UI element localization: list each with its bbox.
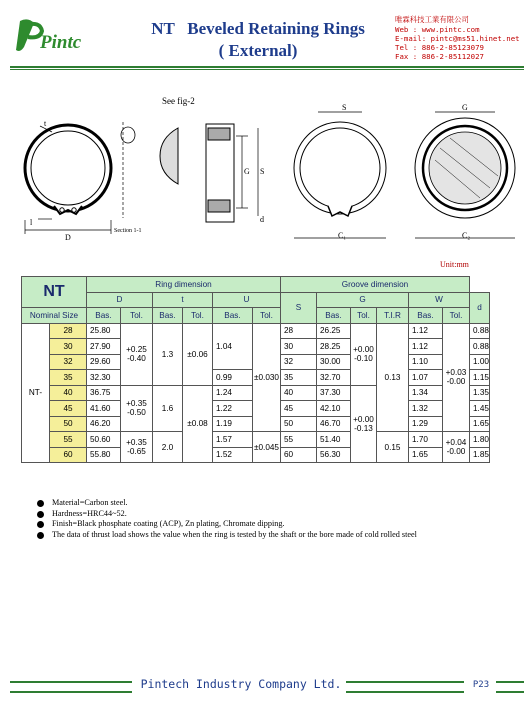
d-cell: 1.65 bbox=[470, 416, 490, 432]
size-cell: 55 bbox=[50, 432, 87, 448]
spec-table bbox=[21, 276, 490, 463]
u-bas: 1.22 bbox=[213, 401, 253, 417]
t-bas-group: 2.0 bbox=[153, 432, 183, 463]
col-D: D bbox=[87, 292, 153, 308]
footer-rule bbox=[346, 681, 464, 693]
u-bas: 1.57 bbox=[213, 432, 253, 448]
label-l: l bbox=[30, 218, 33, 227]
sub-header: Tol. bbox=[121, 308, 153, 324]
sub-header: Bas. bbox=[317, 308, 351, 324]
company-fax: Fax : 886-2-85112027 bbox=[395, 52, 484, 61]
w-bas: 1.10 bbox=[409, 354, 443, 370]
d-bas: 41.60 bbox=[87, 401, 121, 417]
s-cell: 55 bbox=[281, 432, 317, 448]
sub-header: Tol. bbox=[351, 308, 377, 324]
d-bas: 50.60 bbox=[87, 432, 121, 448]
company-tel: Tel : 886-2-85123079 bbox=[395, 43, 484, 52]
size-cell: 28 bbox=[50, 323, 87, 339]
d-bas: 25.80 bbox=[87, 323, 121, 339]
sub-header: Bas. bbox=[213, 308, 253, 324]
size-cell: 60 bbox=[50, 447, 87, 463]
label-D: D bbox=[65, 233, 71, 242]
col-S: S bbox=[281, 292, 317, 323]
d-cell: 0.88 bbox=[470, 339, 490, 355]
section-view bbox=[121, 122, 258, 222]
s-cell: 60 bbox=[281, 447, 317, 463]
label-G: G bbox=[244, 167, 250, 176]
u-bas-group: 1.04 bbox=[213, 323, 253, 370]
note-item bbox=[37, 498, 417, 509]
w-bas: 1.07 bbox=[409, 370, 443, 386]
d-bas: 46.20 bbox=[87, 416, 121, 432]
t-bas-group: 1.3 bbox=[153, 323, 183, 385]
col-U: U bbox=[213, 292, 281, 308]
groove-dimension-header: Groove dimension bbox=[281, 277, 470, 293]
g-bas: 42.10 bbox=[317, 401, 351, 417]
page-title: NT Beveled Retaining Rings bbox=[151, 19, 365, 38]
g-bas: 32.70 bbox=[317, 370, 351, 386]
col-d: d bbox=[470, 292, 490, 323]
bullet-icon bbox=[37, 511, 44, 518]
t-tol-group: ±0.06 bbox=[183, 323, 213, 385]
w-bas: 1.32 bbox=[409, 401, 443, 417]
note-text: Material=Carbon steel. bbox=[52, 498, 128, 507]
g-bas: 56.30 bbox=[317, 447, 351, 463]
note-text: Finish=Black phosphate coating (ACP), Zn plating, Chromate dipping. bbox=[52, 519, 285, 529]
u-tol-group: ±0.045 bbox=[253, 432, 281, 463]
s-cell: 45 bbox=[281, 401, 317, 417]
d-cell: 1.80 bbox=[470, 432, 490, 448]
w-tol-group: +0.03 -0.00 bbox=[443, 323, 470, 432]
size-cell: 30 bbox=[50, 339, 87, 355]
sub-header: Tol. bbox=[183, 308, 213, 324]
note-text: Hardness=HRC44~52. bbox=[52, 508, 127, 518]
tir-group: 0.13 bbox=[377, 323, 409, 432]
col-W: W bbox=[409, 292, 470, 308]
ring-shaft-view bbox=[294, 112, 386, 238]
ring-groove-view bbox=[415, 112, 515, 238]
nominal-size-header: Nominal Size bbox=[22, 308, 87, 324]
d-bas: 27.90 bbox=[87, 339, 121, 355]
g-bas: 51.40 bbox=[317, 432, 351, 448]
bullet-icon bbox=[37, 500, 44, 507]
g-bas: 28.25 bbox=[317, 339, 351, 355]
table-row bbox=[22, 323, 490, 339]
g-bas: 37.30 bbox=[317, 385, 351, 401]
label-section: Section 1-1 bbox=[114, 228, 142, 234]
d-tol-group: +0.35 -0.65 bbox=[121, 432, 153, 463]
u-bas: 1.52 bbox=[213, 447, 253, 463]
s-cell: 28 bbox=[281, 323, 317, 339]
label-G2: G bbox=[462, 103, 468, 112]
footer-rule bbox=[496, 681, 524, 693]
label-C2: C₂ bbox=[462, 231, 471, 240]
label-S2: S bbox=[342, 103, 347, 112]
footer-company: Pintech Industry Company Ltd. bbox=[140, 677, 342, 691]
page-subtitle: ( External) bbox=[218, 41, 298, 60]
label-C1: C₁ bbox=[338, 231, 347, 240]
notes-list bbox=[37, 498, 417, 541]
d-cell: 1.15 bbox=[470, 370, 490, 386]
d-tol-group: +0.25 -0.40 bbox=[121, 323, 153, 385]
g-bas: 30.00 bbox=[317, 354, 351, 370]
s-cell: 30 bbox=[281, 339, 317, 355]
d-bas: 55.80 bbox=[87, 447, 121, 463]
bullet-icon bbox=[37, 521, 44, 528]
brand-cell: NT bbox=[22, 277, 87, 308]
d-tol-group: +0.35 -0.50 bbox=[121, 385, 153, 432]
col-G: G bbox=[317, 292, 409, 308]
size-cell: 45 bbox=[50, 401, 87, 417]
size-cell: 40 bbox=[50, 385, 87, 401]
s-cell: 50 bbox=[281, 416, 317, 432]
bullet-icon bbox=[37, 532, 44, 539]
unit-label: Unit:mm bbox=[440, 260, 469, 269]
footer-rule bbox=[10, 681, 132, 693]
company-name-cn: 唯霖科技工業有限公司 bbox=[395, 15, 469, 24]
d-cell: 1.00 bbox=[470, 354, 490, 370]
s-cell: 35 bbox=[281, 370, 317, 386]
label-S: S bbox=[260, 167, 265, 176]
g-tol-group: +0.00 -0.10 bbox=[351, 323, 377, 385]
w-bas: 1.29 bbox=[409, 416, 443, 432]
d-cell: 1.35 bbox=[470, 385, 490, 401]
d-cell: 1.85 bbox=[470, 447, 490, 463]
sub-header: Bas. bbox=[87, 308, 121, 324]
sub-header: T.I.R bbox=[377, 308, 409, 324]
ring-dimension-header: Ring dimension bbox=[87, 277, 281, 293]
size-cell: 35 bbox=[50, 370, 87, 386]
g-bas: 26.25 bbox=[317, 323, 351, 339]
header-divider bbox=[10, 66, 524, 70]
w-bas: 1.12 bbox=[409, 339, 443, 355]
logo-text: Pintc bbox=[40, 32, 82, 53]
label-t: t bbox=[44, 119, 47, 128]
company-logo bbox=[14, 17, 96, 55]
s-cell: 40 bbox=[281, 385, 317, 401]
w-bas: 1.70 bbox=[409, 432, 443, 448]
u-tol-group: ±0.030 bbox=[253, 323, 281, 432]
g-bas: 46.70 bbox=[317, 416, 351, 432]
label-d: d bbox=[260, 215, 264, 224]
label-see-fig: See fig-2 bbox=[162, 96, 195, 106]
u-bas: 0.99 bbox=[213, 370, 253, 386]
tir-group: 0.15 bbox=[377, 432, 409, 463]
d-cell: 0.88 bbox=[470, 323, 490, 339]
size-cell: 32 bbox=[50, 354, 87, 370]
d-bas: 36.75 bbox=[87, 385, 121, 401]
s-cell: 32 bbox=[281, 354, 317, 370]
size-prefix: NT- bbox=[22, 323, 50, 463]
sub-header: Tol. bbox=[253, 308, 281, 324]
note-item bbox=[37, 530, 417, 541]
g-tol-group: +0.00 -0.13 bbox=[351, 385, 377, 463]
col-t: t bbox=[153, 292, 213, 308]
u-bas: 1.24 bbox=[213, 385, 253, 401]
w-bas: 1.12 bbox=[409, 323, 443, 339]
w-tol-group: +0.04 -0.00 bbox=[443, 432, 470, 463]
d-bas: 29.60 bbox=[87, 354, 121, 370]
d-cell: 1.45 bbox=[470, 401, 490, 417]
t-tol-group: ±0.08 bbox=[183, 385, 213, 463]
technical-drawing bbox=[10, 88, 524, 250]
note-text: The data of thrust load shows the value when the ring is tested by the shaft or the bore made of cold rolled steel bbox=[52, 530, 417, 540]
note-item bbox=[37, 509, 417, 520]
sub-header: Tol. bbox=[443, 308, 470, 324]
ring-front-view bbox=[25, 125, 111, 234]
sub-header: Bas. bbox=[409, 308, 443, 324]
size-cell: 50 bbox=[50, 416, 87, 432]
w-bas: 1.34 bbox=[409, 385, 443, 401]
w-bas: 1.65 bbox=[409, 447, 443, 463]
company-web[interactable]: Web : www.pintc.com bbox=[395, 25, 480, 34]
company-email[interactable]: E-mail: pintc@ms51.hinet.net bbox=[395, 34, 520, 43]
d-bas: 32.30 bbox=[87, 370, 121, 386]
u-bas: 1.19 bbox=[213, 416, 253, 432]
note-item bbox=[37, 519, 417, 530]
t-bas-group: 1.6 bbox=[153, 385, 183, 432]
table-row bbox=[22, 432, 490, 448]
sub-header: Bas. bbox=[153, 308, 183, 324]
page-number: P23 bbox=[472, 680, 490, 690]
